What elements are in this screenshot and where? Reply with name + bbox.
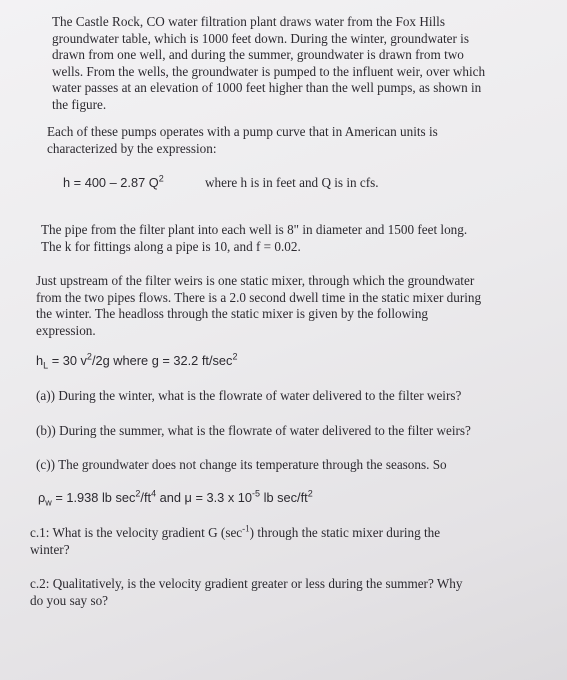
intro-paragraph xyxy=(52,14,485,113)
question-c: (c)) The groundwater does not change its temperature through the seasons. So xyxy=(36,457,447,472)
headloss-equation xyxy=(36,351,238,371)
rho-sup2: 4 xyxy=(151,488,157,499)
headloss-mid: = 30 v xyxy=(48,353,87,368)
pipe-line: The pipe from the filter plant into each well is 8" in diameter and 1500 feet long. xyxy=(41,222,468,237)
c1-sup: -1 xyxy=(242,523,250,534)
pump-equation xyxy=(63,175,164,190)
question-a: (a)) During the winter, what is the flowrate of water delivered to the filter weirs? xyxy=(36,388,462,403)
pipe-paragraph xyxy=(41,222,467,255)
intro-line: The Castle Rock, CO water filtration plant draws water from the Fox Hills xyxy=(52,14,445,29)
rho-symbol: ρ xyxy=(38,490,46,505)
rho-unit: /ft xyxy=(140,490,152,505)
c1-line xyxy=(30,525,440,542)
mixer-paragraph xyxy=(36,273,481,339)
mu-sup: -5 xyxy=(252,488,261,499)
headloss-sub: L xyxy=(43,360,49,371)
c1-text-tail: ) through the static mixer during the xyxy=(249,525,441,540)
pump-equation-exponent: 2 xyxy=(158,173,164,184)
mixer-line: from the two pipes flows. There is a 2.0 second dwell time in the static mixer during xyxy=(36,289,482,305)
mu-value: and μ = 3.3 x 10 xyxy=(156,490,253,505)
question-c1 xyxy=(30,525,440,558)
mu-unit: lb sec/ft xyxy=(260,490,308,505)
question-b: (b)) During the summer, what is the flowrate of water delivered to the filter weirs? xyxy=(36,423,471,438)
pump-where-text: where h is in feet and Q is in cfs. xyxy=(205,175,379,190)
c2-line: c.2: Qualitatively, is the velocity gradient greater or less during the summer? Why xyxy=(30,576,463,591)
rho-sup: 2 xyxy=(135,488,141,499)
c1-line: winter? xyxy=(30,541,70,557)
question-c2 xyxy=(30,576,463,609)
intro-line: drawn from one well, and during the summer, groundwater is drawn from two xyxy=(52,47,464,62)
pipe-line: The k for fittings along a pipe is 10, and f = 0.02. xyxy=(41,238,301,254)
pump-line: Each of these pumps operates with a pump curve that in American units is xyxy=(47,124,438,139)
headloss-h: h xyxy=(36,353,44,368)
c1-text: c.1: What is the velocity gradient G (sec xyxy=(30,525,243,540)
headloss-sup2: 2 xyxy=(232,351,238,362)
intro-line: the figure. xyxy=(52,96,107,112)
fluid-properties xyxy=(38,488,313,508)
pump-line: characterized by the expression: xyxy=(47,140,217,156)
rho-value: = 1.938 lb sec xyxy=(51,490,136,505)
intro-line: wells. From the wells, the groundwater is pumped to the influent weir, over which xyxy=(52,63,486,79)
pump-equation-text: h = 400 – 2.87 Q xyxy=(63,175,159,190)
pump-paragraph xyxy=(47,124,438,157)
mixer-line: expression. xyxy=(36,322,96,338)
mixer-line: Just upstream of the filter weirs is one static mixer, through which the groundwater xyxy=(36,273,475,288)
intro-line: water passes at an elevation of 1000 feet higher than the well pumps, as shown in xyxy=(52,80,482,95)
intro-line: groundwater table, which is 1000 feet down. During the winter, groundwater is xyxy=(52,30,469,46)
c2-line: do you say so? xyxy=(30,592,109,608)
headloss-sup: 2 xyxy=(86,351,92,362)
rho-sub: w xyxy=(45,497,52,508)
headloss-tail: /2g where g = 32.2 ft/sec xyxy=(91,353,233,368)
mu-sup2: 2 xyxy=(307,488,313,499)
mixer-line: the winter. The headloss through the static mixer is given by the following xyxy=(36,306,429,321)
